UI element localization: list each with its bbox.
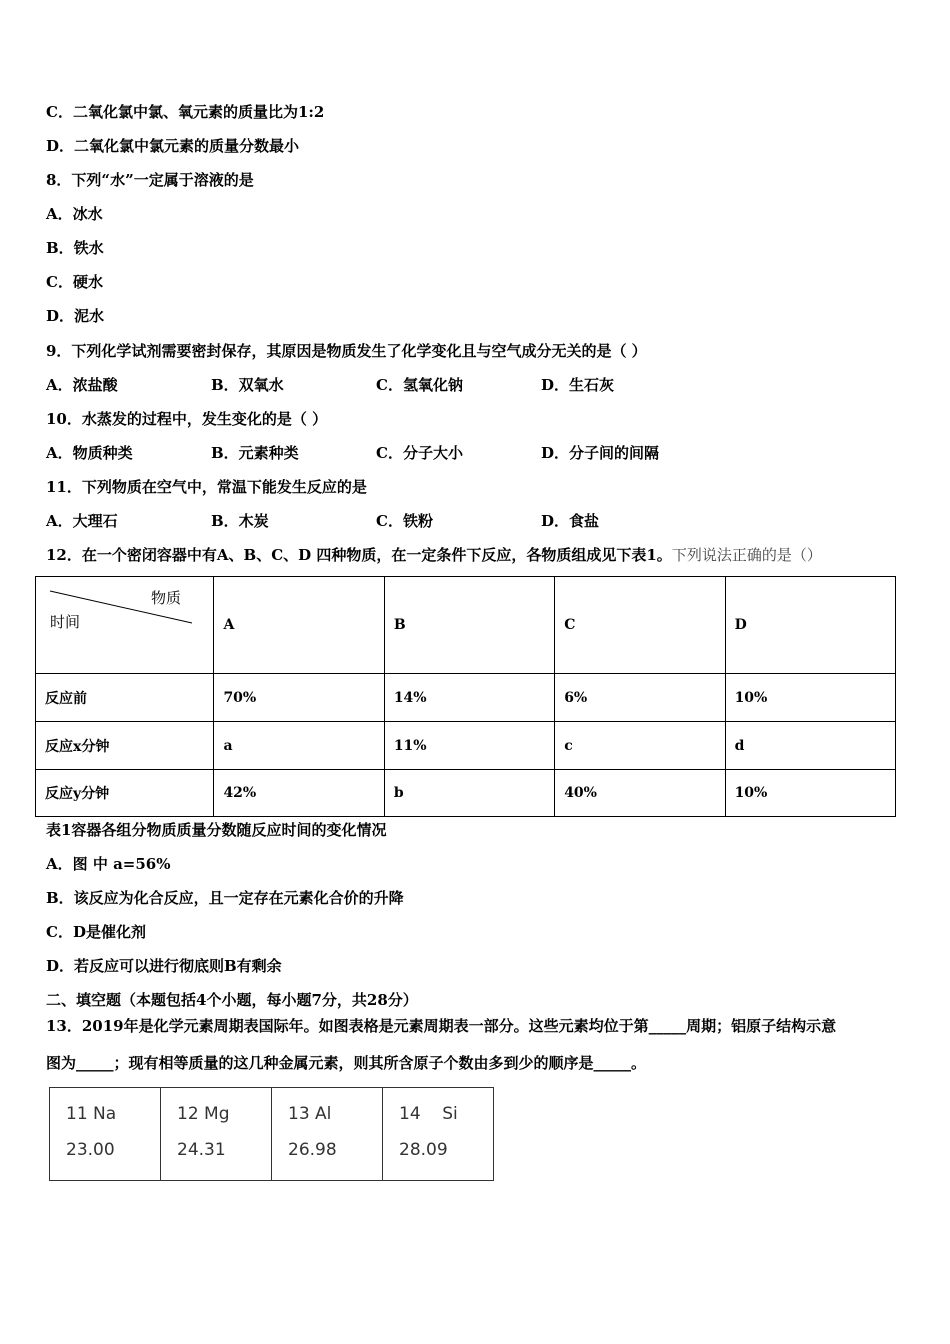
element-cell-na	[50, 1088, 161, 1181]
element-symbol: 12 Mg	[177, 1104, 230, 1124]
table-caption: 表1容器各组分物质质量分数随反应时间的变化情况	[46, 821, 387, 839]
section-heading: 二、填空题（本题包括4个小题，每小题7分，共28分）	[46, 991, 418, 1009]
element-symbol: 11 Na	[66, 1104, 117, 1124]
element-mass: 23.00	[66, 1140, 115, 1160]
q9-option-b: B．双氧水	[211, 376, 284, 394]
q12-option-c: C．D是催化剂	[46, 923, 146, 941]
q13-stem-line2: 图为_____；现有相等质量的这几种金属元素，则其所含原子个数由多到少的顺序是_____。	[46, 1054, 647, 1072]
element-mass: 26.98	[288, 1140, 337, 1160]
table-header-cell: A	[214, 577, 384, 674]
table-header-cell: C	[555, 577, 725, 674]
element-mass: 28.09	[399, 1140, 448, 1160]
row-label: 反应y分钟	[36, 770, 214, 817]
q10-option-c: C．分子大小	[376, 444, 463, 462]
table-cell: 14%	[384, 674, 554, 722]
q10-option-a: A．物质种类	[46, 444, 133, 462]
q12-option-b: B．该反应为化合反应，且一定存在元素化合价的升降	[46, 889, 404, 907]
element-cell-al	[272, 1088, 383, 1181]
q7-option-c: C．二氧化氯中氯、氧元素的质量比为1:2	[46, 103, 325, 121]
table-header-cell: D	[725, 577, 895, 674]
q10-option-b: B．元素种类	[211, 444, 299, 462]
element-cell-si	[383, 1088, 494, 1181]
q9-option-c: C．氢氧化钠	[376, 376, 463, 394]
table-cell: 11%	[384, 722, 554, 770]
q11-option-d: D．食盐	[541, 512, 600, 530]
q11-option-b: B．木炭	[211, 512, 269, 530]
q8-stem: 8．下列“水”一定属于溶液的是	[46, 171, 254, 189]
table-header-cell: B	[384, 577, 554, 674]
q8-option-c: C．硬水	[46, 273, 103, 291]
table-cell: 70%	[214, 674, 384, 722]
table-cell: d	[725, 722, 895, 770]
table-cell: 42%	[214, 770, 384, 817]
element-cell-mg	[161, 1088, 272, 1181]
q11-stem: 11．下列物质在空气中，常温下能发生反应的是	[46, 478, 367, 496]
q8-option-d: D．泥水	[46, 307, 105, 325]
q13-stem-line1: 13．2019年是化学元素周期表国际年。如图表格是元素周期表一部分。这些元素均位于第_____周期；铝原子结构示意	[46, 1017, 837, 1035]
q12-option-d: D．若反应可以进行彻底则B有剩余	[46, 957, 282, 975]
q12-stem-main: 12．在一个密闭容器中有A、B、C、D 四种物质，在一定条件下反应，各物质组成见下表1。	[46, 546, 672, 564]
q12-stem	[46, 545, 822, 565]
table-cell: 40%	[555, 770, 725, 817]
table-cell: 6%	[555, 674, 725, 722]
element-mass: 24.31	[177, 1140, 226, 1160]
table-cell: 10%	[725, 770, 895, 817]
table-row	[36, 674, 896, 722]
element-symbol: 13 Al	[288, 1104, 332, 1124]
q10-stem: 10．水蒸发的过程中，发生变化的是（ ）	[46, 410, 328, 428]
corner-label-substance: 物质	[151, 589, 182, 607]
table-row	[36, 722, 896, 770]
q8-option-b: B．铁水	[46, 239, 104, 257]
q11-option-c: C．铁粉	[376, 512, 433, 530]
q7-option-d: D．二氧化氯中氯元素的质量分数最小	[46, 137, 300, 155]
q9-option-d: D．生石灰	[541, 376, 615, 394]
table-row	[36, 770, 896, 817]
table-cell: 10%	[725, 674, 895, 722]
table-cell: b	[384, 770, 554, 817]
q10-option-d: D．分子间的间隔	[541, 444, 660, 462]
q12-stem-tail: 下列说法正确的是（）	[671, 546, 822, 564]
periodic-table-fragment	[49, 1087, 494, 1181]
table-cell: a	[214, 722, 384, 770]
corner-label-time: 时间	[50, 613, 81, 631]
q9-option-a: A．浓盐酸	[46, 376, 118, 394]
table-corner-cell	[36, 577, 214, 674]
q11-option-a: A．大理石	[46, 512, 118, 530]
q9-stem: 9．下列化学试剂需要密封保存，其原因是物质发生了化学变化且与空气成分无关的是（ ）	[46, 342, 647, 360]
q12-option-a: A．图 中 a=56%	[46, 855, 171, 873]
composition-table	[35, 576, 896, 817]
element-symbol: 14 Si	[399, 1104, 458, 1124]
q8-option-a: A．冰水	[46, 205, 103, 223]
row-label: 反应x分钟	[36, 722, 214, 770]
row-label: 反应前	[36, 674, 214, 722]
table-cell: c	[555, 722, 725, 770]
